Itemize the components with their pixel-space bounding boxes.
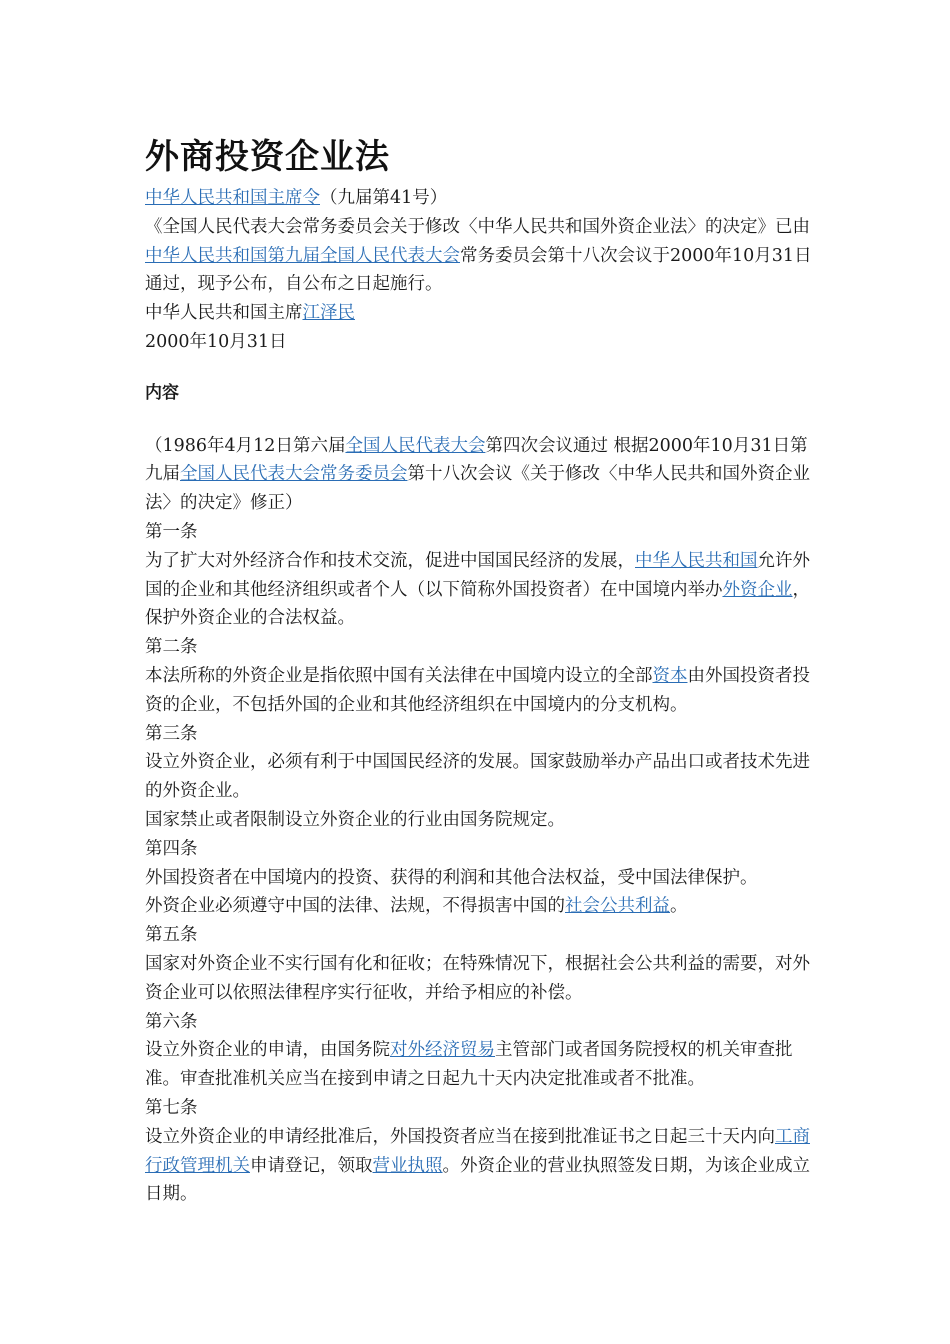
article-7-text-1: 设立外资企业的申请经批准后，外国投资者应当在接到批准证书之日起三十天内向 — [145, 1126, 775, 1147]
article-4-text-1: 外国投资者在中国境内的投资、获得的利润和其他合法权益，受中国法律保护。 — [145, 867, 758, 888]
signer-title: 中华人民共和国主席 — [145, 303, 303, 324]
history-paragraph — [145, 432, 813, 518]
decree-date: 2000年10月31日 — [145, 331, 287, 352]
article-6-text-1: 设立外资企业的申请，由国务院 — [145, 1040, 390, 1061]
article-2-label: 第二条 — [145, 637, 198, 658]
article-3-text-1: 设立外资企业，必须有利于中国国民经济的发展。国家鼓励举办产品出口或者技术先进的外资企业。 — [145, 752, 810, 802]
promulgation-text-2: 常务委员会第十八次会议于2000年10月31日通过，现予公布，自公布之日起施行。 — [145, 245, 812, 295]
article-7-text-3: 。外资企业的营业执照签发日期，为该企业成立日期。 — [145, 1155, 810, 1205]
decree-number: （九届第41号） — [320, 188, 448, 208]
article-1-text-2: 允许外国的企业和其他经济组织或者个人（以下简称外国投资者）在中国境内举办 — [145, 550, 810, 600]
article-2-text — [145, 662, 813, 720]
page-title: 外商投资企业法 — [145, 137, 390, 177]
article-1-label: 第一条 — [145, 521, 198, 542]
npc-link[interactable]: 全国人民代表大会 — [345, 435, 486, 456]
npc-standing-committee-link[interactable]: 全国人民代表大会常务委员会 — [180, 464, 408, 485]
article-6-label: 第六条 — [145, 1011, 198, 1032]
article-7-text — [145, 1123, 813, 1209]
signer-link[interactable]: 江泽民 — [302, 303, 355, 324]
article-1-text-1: 为了扩大对外经济合作和技术交流，促进中国国民经济的发展， — [145, 550, 635, 571]
article-4-text-2a: 外资企业必须遵守中国的法律、法规，不得损害中国的 — [145, 896, 565, 917]
section-heading: 内容 — [145, 382, 179, 403]
article-7-label: 第七条 — [145, 1097, 198, 1118]
article-5-text: 国家对外资企业不实行国有化和征收；在特殊情况下，根据社会公共利益的需要，对外资企业可以依照法律程序实行征收，并给予相应的补偿。 — [145, 953, 810, 1003]
article-3-label: 第三条 — [145, 723, 198, 744]
article-4-label: 第四条 — [145, 838, 198, 859]
public-interest-link[interactable]: 社会公共利益 — [565, 896, 670, 917]
npc-9th-link[interactable]: 中华人民共和国第九届全国人民代表大会 — [145, 245, 460, 266]
article-1-text-3: ，保护外资企业的合法权益。 — [145, 579, 810, 629]
business-license-link[interactable]: 营业执照 — [372, 1155, 443, 1176]
signer-line — [145, 299, 813, 328]
article-7-text-2: 申请登记，领取 — [250, 1155, 373, 1176]
article-1-text — [145, 547, 813, 633]
promulgation-paragraph — [145, 213, 813, 299]
industry-commerce-admin-link[interactable]: 工商行政管理机关 — [145, 1126, 810, 1176]
decree-line — [145, 184, 813, 213]
foreign-enterprise-link[interactable]: 外资企业 — [722, 579, 793, 600]
prc-link[interactable]: 中华人民共和国 — [635, 550, 758, 571]
article-3-text-2: 国家禁止或者限制设立外资企业的行业由国务院规定。 — [145, 809, 565, 830]
article-2-text-2: 由外国投资者投资的企业，不包括外国的企业和其他经济组织在中国境内的分支机构。 — [145, 665, 810, 715]
capital-link[interactable]: 资本 — [652, 665, 688, 686]
decree-link[interactable]: 中华人民共和国主席令 — [145, 188, 320, 208]
history-text-1: （1986年4月12日第六届 — [145, 435, 346, 456]
document-body — [145, 132, 813, 1209]
article-2-text-1: 本法所称的外资企业是指依照中国有关法律在中国境内设立的全部 — [145, 665, 653, 686]
history-text-2: 第四次会议通过 根据2000年10月31日第九届 — [145, 435, 808, 485]
article-5-label: 第五条 — [145, 925, 198, 946]
history-text-3: 第十八次会议《关于修改〈中华人民共和国外资企业法〉的决定》修正） — [145, 464, 810, 514]
article-4-text-2b: 。 — [670, 896, 688, 917]
article-4-text-2 — [145, 892, 813, 921]
article-6-text — [145, 1036, 813, 1094]
article-6-text-2: 主管部门或者国务院授权的机关审查批准。审查批准机关应当在接到申请之日起九十天内决定批准或者不批准。 — [145, 1040, 793, 1090]
promulgation-text-1: 《全国人民代表大会常务委员会关于修改〈中华人民共和国外资企业法〉的决定》已由 — [145, 216, 810, 237]
foreign-trade-link[interactable]: 对外经济贸易 — [390, 1040, 495, 1061]
